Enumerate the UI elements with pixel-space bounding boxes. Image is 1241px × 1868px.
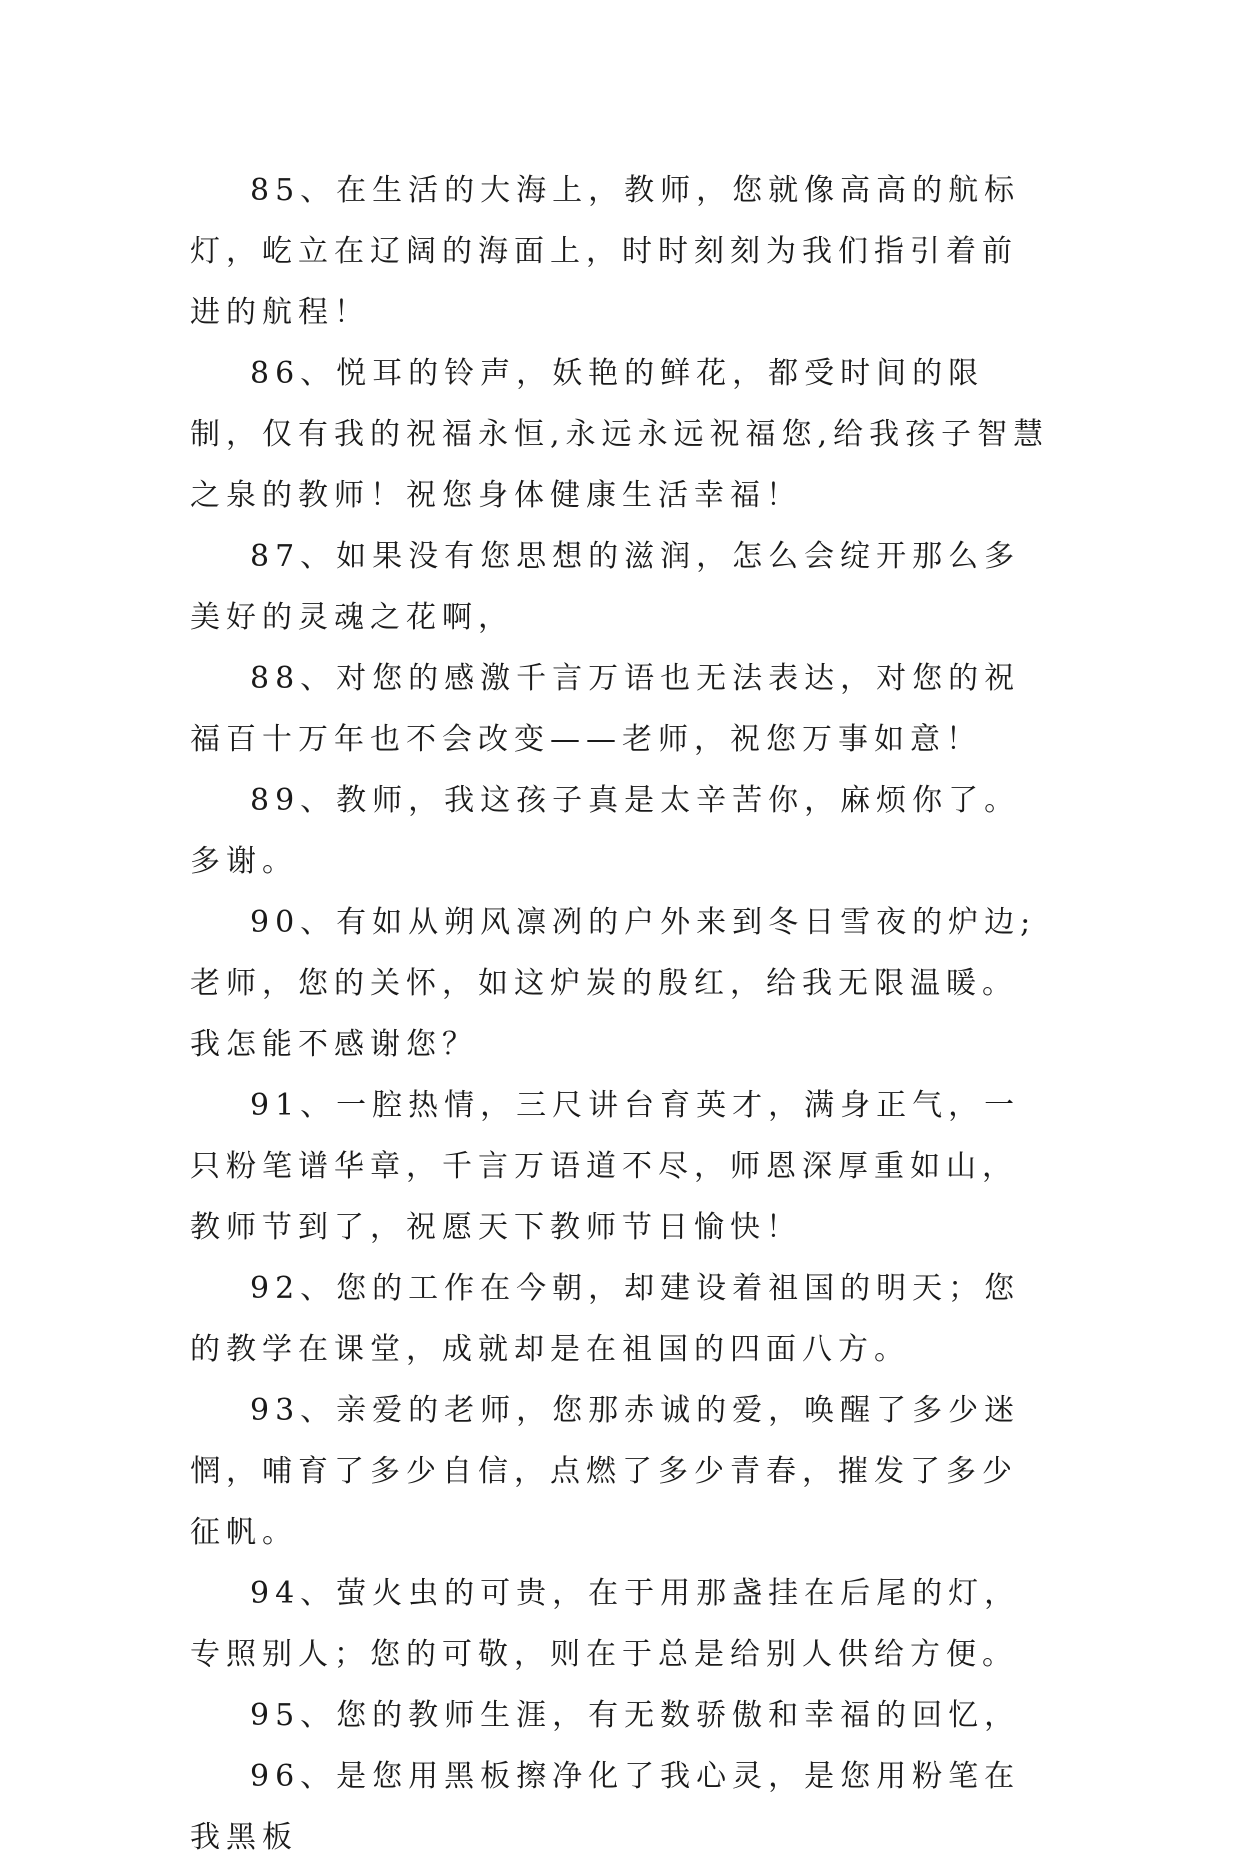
document-body bbox=[190, 160, 1050, 1868]
paragraph-92: 92、您的工作在今朝，却建设着祖国的明天；您的教学在课堂，成就却是在祖国的四面八方。 bbox=[190, 1271, 1021, 1367]
paragraph-89: 89、教师，我这孩子真是太辛苦你，麻烦你了。多谢。 bbox=[190, 783, 1021, 879]
paragraph-90: 90、有如从朔风凛冽的户外来到冬日雪夜的炉边;老师，您的关怀，如这炉炭的殷红，给我无限温暖。我怎能不感谢您？ bbox=[190, 905, 1037, 1062]
paragraph-87: 87、如果没有您思想的滋润，怎么会绽开那么多美好的灵魂之花啊， bbox=[190, 539, 1021, 635]
paragraph-93: 93、亲爱的老师，您那赤诚的爱，唤醒了多少迷惘，哺育了多少自信，点燃了多少青春，摧发了多少征帆。 bbox=[190, 1393, 1021, 1550]
paragraph-94: 94、萤火虫的可贵，在于用那盏挂在后尾的灯，专照别人；您的可敬，则在于总是给别人供给方便。 bbox=[190, 1576, 1021, 1672]
paragraph-95: 95、您的教师生涯，有无数骄傲和幸福的回忆， bbox=[250, 1698, 1021, 1733]
paragraph-85: 85、在生活的大海上，教师，您就像高高的航标灯，屹立在辽阔的海面上，时时刻刻为我们指引着前进的航程！ bbox=[190, 173, 1021, 330]
paragraph-86: 86、悦耳的铃声，妖艳的鲜花，都受时间的限制，仅有我的祝福永恒,永远永远祝福您,给我孩子智慧之泉的教师！祝您身体健康生活幸福！ bbox=[190, 356, 1050, 513]
paragraph-91: 91、一腔热情，三尺讲台育英才，满身正气，一只粉笔谱华章，千言万语道不尽，师恩深厚重如山，教师节到了，祝愿天下教师节日愉快！ bbox=[190, 1088, 1021, 1245]
paragraph-88: 88、对您的感激千言万语也无法表达，对您的祝福百十万年也不会改变——老师，祝您万事如意！ bbox=[190, 661, 1021, 757]
paragraph-96: 96、是您用黑板擦净化了我心灵，是您用粉笔在我黑板 bbox=[190, 1759, 1021, 1855]
